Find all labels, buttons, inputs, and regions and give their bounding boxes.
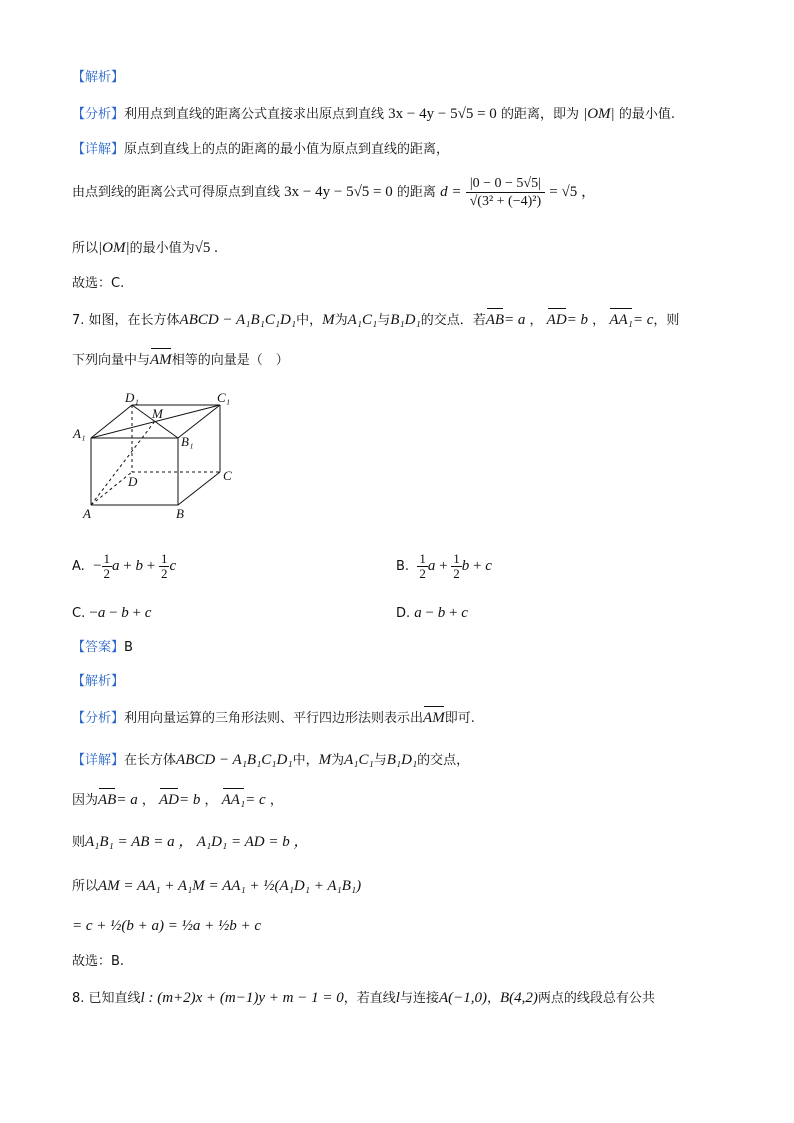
label-C: C xyxy=(223,468,232,483)
q7-detail-line: 【详解】在长方体ABCD − A₁B₁C₁D₁中，M为A₁C₁与B₁D₁的交点， xyxy=(72,752,470,768)
cuboid-figure xyxy=(70,390,245,525)
label-C1: C₁ xyxy=(217,390,231,405)
label-B: B xyxy=(176,506,184,521)
label-D: D xyxy=(128,474,138,489)
label-A1: A₁ xyxy=(73,426,86,441)
distance-fraction: $\frac{|0 - 0 - 5√5|}{\text{√(3² + (−4)²)}}$ xyxy=(466,175,546,210)
q7-then-line: 则A₁B₁ = AB = a ， A₁D₁ = AD = b ， xyxy=(72,834,309,850)
option-d[interactable]: D. a − b + c xyxy=(396,605,468,621)
q6-choose-line: 故选：C. xyxy=(72,276,125,291)
q7-answer-line: 【答案】B xyxy=(72,640,133,655)
q7-because-line: 因为AB= a ， AD= b ， AA₁= c ， xyxy=(72,792,283,808)
q8-stem-line: 8. 已知直线l : (m+2)x + (m−1)y + m − 1 = 0，若直线l与连接A(−1,0)，B(4,2)两点的线段总有公共 xyxy=(72,990,655,1006)
q7-analysis-line: 【分析】利用向量运算的三角形法则、平行四边形法则表示出AM即可. xyxy=(72,710,475,726)
q7-analysis-tag: 【解析】 xyxy=(72,674,125,689)
label-A: A xyxy=(83,506,91,521)
section-tag-analysis: 【解析】 xyxy=(72,70,125,85)
label-D1: D₁ xyxy=(125,390,139,405)
q6-conclusion-line: 所以|OM|的最小值为√5 . xyxy=(72,240,218,256)
option-b[interactable]: B. $\frac{1}{2}$ a + $\frac{1}{2}$ b + c xyxy=(396,551,492,581)
q6-detail-line-1: 【详解】原点到直线上的点的距离的最小值为原点到直线的距离， xyxy=(72,142,450,157)
q7-stem-line-2: 下列向量中与AM相等的向量是（ ） xyxy=(72,352,289,368)
label-M: M xyxy=(152,406,163,421)
q6-analysis-line: 【分析】利用点到直线的距离公式直接求出原点到直线 3x − 4y − 5√5 = 0 的距离，即为 |OM| 的最小值. xyxy=(72,106,675,122)
q7-choose-line: 故选：B. xyxy=(72,954,125,969)
q7-result-line: = c + ½(b + a) = ½a + ½b + c xyxy=(72,918,262,934)
option-a[interactable]: A. − $\frac{1}{2}$ a + b + $\frac{1}{2}$ c xyxy=(72,551,177,581)
q7-so-line: 所以AM = AA₁ + A₁M = AA₁ + ½(A₁D₁ + A₁B₁) xyxy=(72,878,362,894)
label-B1: B₁ xyxy=(181,434,194,449)
q7-stem-line-1: 7. 如图，在长方体ABCD − A₁B₁C₁D₁中，M为A₁C₁与B₁D₁的交点．若AB= a ， AD= b ， AA₁= c，则 xyxy=(72,312,680,328)
q6-distance-formula-line: 由点到线的距离公式可得原点到直线 3x − 4y − 5√5 = 0 的距离 d = $\frac{|0 - 0 - 5√5|}{\text{√(3² + (−4)²)}}$ = √5 ， xyxy=(72,176,596,209)
option-c[interactable]: C. −a − b + c xyxy=(72,605,152,621)
